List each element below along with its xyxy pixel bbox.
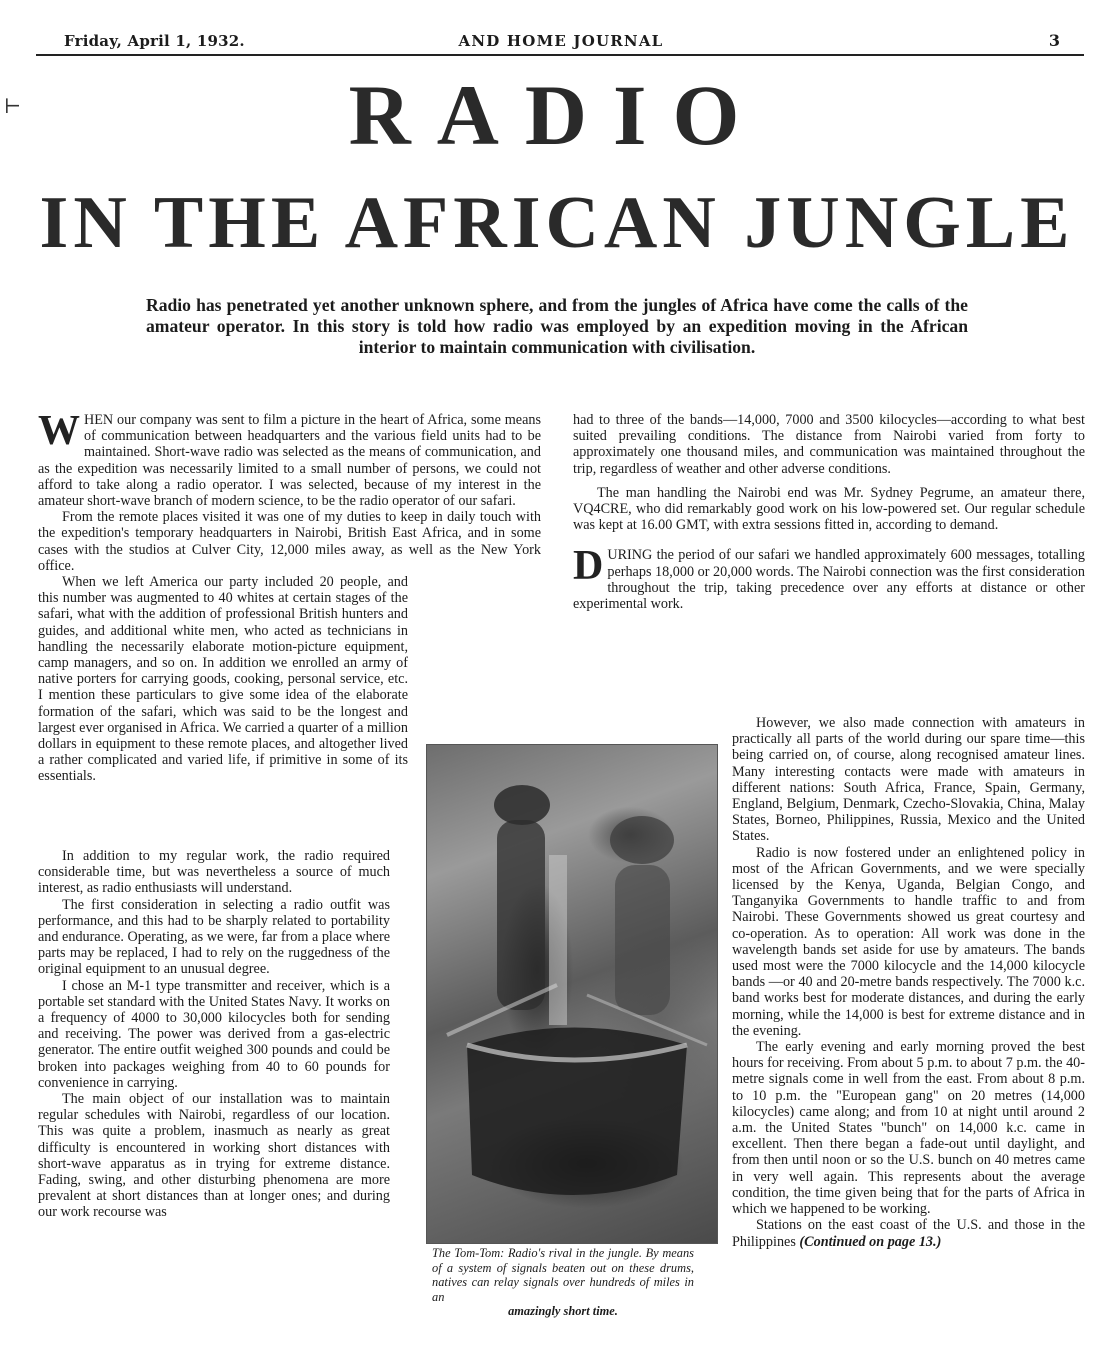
right-paragraph-2: The man handling the Nairobi end was Mr. Sydney Pegrume, an amateur there, VQ4CRE, who did remarkably good work on his low-powered set. Our regular schedule was kept at 16.00 GMT, with extra sessions fitted in, according to demand. xyxy=(573,484,1085,534)
continued-notice: (Continued on page 13.) xyxy=(799,1233,942,1250)
article-deck: Radio has penetrated yet another unknown sphere, and from the jungles of Africa have come the calls of the amateur operator. In this story is told how radio was employed by an expedition moving in the African interior to maintain communication with civilisation. xyxy=(146,295,968,357)
paragraph-2: From the remote places visited it was one of my duties to keep in daily touch with the expedition's temporary headquarters in Nairobi, British East Africa, and in some cases with the studios at Culver City, 12,000 miles away, as well as the New York office. xyxy=(38,509,541,574)
photo-figures-icon xyxy=(427,745,717,1243)
masthead-rule xyxy=(36,54,1084,56)
right-paragraph-4: However, we also made connection with amateurs in practically all parts of the world during our spare time—this being carried on, of course, along recognised amateur lines. Many interesting contacts were made with amateurs in different nations: South Africa, France, Spain, Germany, England, Belgium, Denmark, Czecho-Slovakia, China, Malay States, Borneo, Philippines, Russia, Mexico and the United States. xyxy=(732,715,1085,845)
paragraph-4: In addition to my regular work, the radio required considerable time, but was nevertheless a source of much interest, as radio enthusiasts will understand. xyxy=(38,848,390,897)
left-column xyxy=(38,408,541,785)
caption-body: Radio's rival in the jungle. By means of a system of signals beaten out on these drums, natives can relay signals over hundreds of miles in an xyxy=(432,1246,694,1304)
caption-end: amazingly short time. xyxy=(508,1304,618,1319)
right-column-lower xyxy=(732,715,1085,1250)
issue-date: Friday, April 1, 1932. xyxy=(64,32,245,50)
paragraph-6: I chose an M-1 type transmitter and receiver, which is a portable set standard with the United States Navy. It works on a frequency of 4000 to 30,000 kilocycles both for sending and receiving. The power was derived from a gas-electric generator. The entire outfit weighed 300 pounds and could be broken into packages weighing from 40 to 60 pounds for convenience in carrying. xyxy=(38,977,390,1091)
right-paragraph-1: had to three of the bands—14,000, 7000 and 3500 kilocycles—according to what best suited prevailing conditions. The distance from Nairobi varied from forty to approximately one thousand miles, and communication was maintained throughout the trip, regardless of weather and other adverse conditions. xyxy=(573,412,1085,477)
left-column-lower xyxy=(38,848,390,1221)
scan-margin-mark-icon: ⊢ xyxy=(4,94,22,118)
right-paragraph-6: The early evening and early morning proved the best hours for receiving. From about 5 p.m. to about 7 p.m. the 40-metre signals come in well from the east. From about 8 p.m. to 10 p.m. the "European gang" on 20 metres (14,000 kilocycles) came along; and from 10 at night until around 2 a.m. the United States "bunch" on 14,000 k.c. came in excellent. Then there began a fade-out until daylight, and from then until noon or so the U.S. bunch on 40 metres came in very well again. This represents about the average condition, the time given being that for the parts of Africa in which we happened to be working. xyxy=(732,1039,1085,1218)
paragraph-5: The first consideration in selecting a radio outfit was performance, and this had to be sharply related to portability and endurance. Operating, as we were, far from a place where parts may be replaced, I had to rely on the ruggedness of the original equipment to an unusual degree. xyxy=(38,896,390,978)
caption-lead: The Tom-Tom: xyxy=(432,1246,505,1260)
paragraph-1 xyxy=(38,408,541,510)
drop-cap-d: D xyxy=(573,543,604,590)
right-paragraph-5: Radio is now fostered under an enlightened policy in most of the African Governments, and we were specially licensed by the Kenya, Uganda, Belgian Congo, and Tanganyika Governments to handle traffic to and from Nairobi. These Governments showed us great courtesy and co-operation. As to operation: All work was done in the wavelength bands set aside for use by amateurs. The bands used most were the 7000 kilocycle and the 14,000 kilocycle bands —or 40 and 20-metre bands respectively. The 7000 k.c. band works best for moderate distances, and during the early morning, while the 14,000 is best for extreme distance and in the evening. xyxy=(732,844,1085,1039)
headline-line-2: IN THE AFRICAN JUNGLE xyxy=(39,182,1075,264)
paragraph-1-text: HEN our company was sent to film a picture in the heart of Africa, some means of communication between headquarters and the various field units had to be maintained. Short-wave radio was selected as the means of communication, and as the expedition was necessarily limited to a small number of persons, we could not afford to take along a radio operator. I was selected, because of my interest in the amateur short-wave branch of modern science, to be the radio operator of our safari. xyxy=(38,412,541,510)
headline-line-1: RADIO xyxy=(348,67,766,163)
journal-name: AND HOME JOURNAL xyxy=(458,32,664,50)
photo-caption xyxy=(432,1246,694,1319)
right-paragraph-7 xyxy=(732,1217,1085,1249)
masthead xyxy=(38,30,1084,54)
right-paragraph-3 xyxy=(573,543,1085,613)
page-number: 3 xyxy=(1048,31,1060,50)
paragraph-3-full: When we left America our party included 20 people, and this number was augmented to 40 whites at certain stages of the safari, what with the addition of professional British hunters and guides, and additional white men, who acted as technicians in handling the necessarily elaborate motion-picture equipment, camp managers, and so on. In addition we enrolled an army of native porters for carrying goods, cooking, personal service, etc. I mention these particulars to give some idea of the elaborate formation of the safari, which was said to be the longest and largest ever organised in Africa. We carried a quarter of a million dollars in equipment to these remote places, and altogether lived a rather complicated and varied life, if primitive in some of its essentials. xyxy=(38,574,408,785)
right-paragraph-3-text: URING the period of our safari we handled approximately 600 messages, totalling perhaps 18,000 or 20,000 words. The Nairobi connection was the first consideration throughout the trip, taking precedence over any efforts at distance or other experimental work. xyxy=(573,547,1085,613)
tom-tom-photo xyxy=(426,744,718,1244)
right-column xyxy=(573,412,1085,612)
drop-cap-w: W xyxy=(38,408,80,454)
right-paragraph-7-text: Stations on the east coast of the U.S. and those in the Philippines xyxy=(732,1217,1085,1250)
paragraph-7: The main object of our installation was to maintain regular schedules with Nairobi, regardless of our location. This was quite a problem, inasmuch as nearly as great difficulty is encountered in working short distances with short-wave apparatus as in trying for extreme distance. Fading, swing, and other disturbing phenomena are more prevalent at short distances than at longer ones; and during our work recourse was xyxy=(38,1091,390,1221)
